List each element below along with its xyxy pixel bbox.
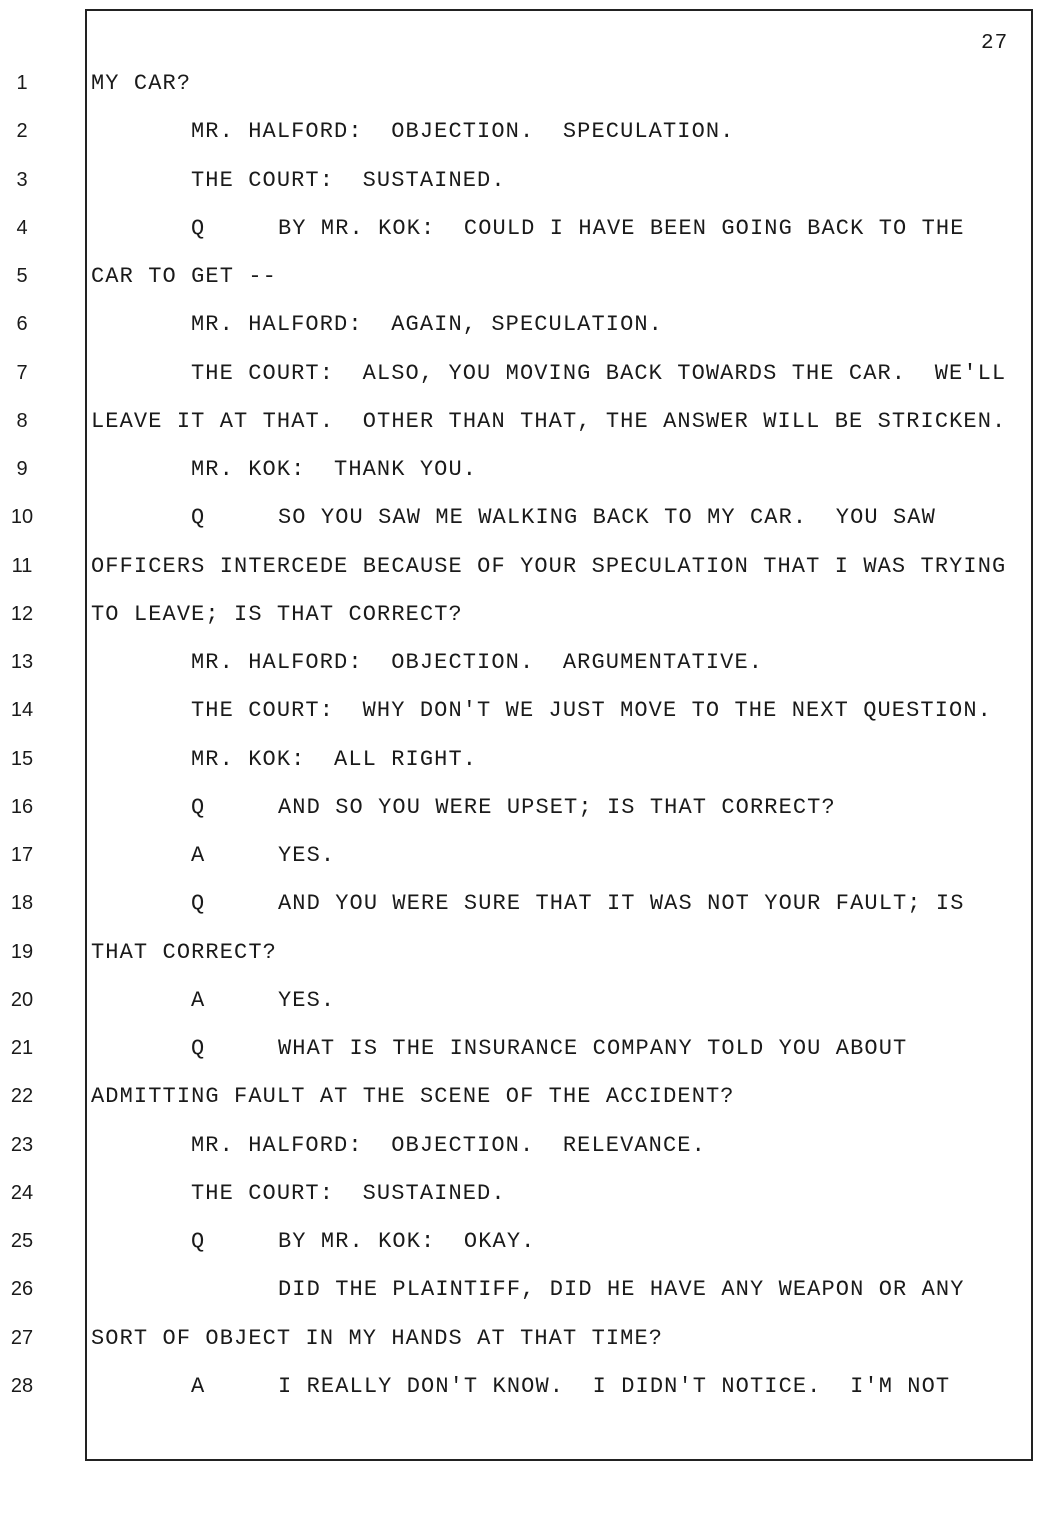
transcript-line: YES.: [278, 843, 336, 868]
line-number: 21: [10, 1037, 34, 1059]
line-number: 1: [16, 72, 28, 94]
transcript-line: ADMITTING FAULT AT THE SCENE OF THE ACCIDENT?: [91, 1084, 735, 1110]
line-number: 17: [10, 844, 34, 866]
transcript-line: AND YOU WERE SURE THAT IT WAS NOT YOUR FAULT; IS: [278, 891, 965, 917]
line-number: 16: [10, 795, 34, 818]
line-number: 11: [11, 554, 33, 577]
line-number: 15: [10, 747, 34, 770]
speaker-label: A: [191, 843, 206, 868]
transcript-line: MR. HALFORD: OBJECTION. ARGUMENTATIVE.: [191, 650, 764, 675]
transcript-line: THE COURT: ALSO, YOU MOVING BACK TOWARDS THE CAR. WE'LL: [191, 360, 1007, 386]
line-number: 2: [16, 120, 28, 143]
line-number: 14: [10, 699, 34, 722]
line-number: 13: [10, 651, 34, 673]
transcript-line: AND SO YOU WERE UPSET; IS THAT CORRECT?: [278, 794, 836, 820]
speaker-label: Q: [191, 891, 206, 917]
transcript-line: YES.: [278, 987, 336, 1013]
transcript-line: MY CAR?: [91, 71, 192, 96]
speaker-label: Q: [191, 1229, 206, 1254]
line-number: 22: [10, 1085, 34, 1108]
transcript-line: THE COURT: WHY DON'T WE JUST MOVE TO THE NEXT QUESTION.: [191, 698, 992, 724]
speaker-label: A: [191, 987, 206, 1013]
transcript-line: MR. HALFORD: AGAIN, SPECULATION.: [191, 312, 663, 338]
line-number: 10: [10, 506, 34, 529]
speaker-label: Q: [191, 1036, 206, 1061]
line-number: 3: [16, 168, 28, 191]
line-number: 19: [10, 940, 34, 963]
speaker-label: A: [191, 1373, 206, 1399]
transcript-line: SORT OF OBJECT IN MY HANDS AT THAT TIME?: [91, 1325, 664, 1351]
transcript-line: WHAT IS THE INSURANCE COMPANY TOLD YOU ABOUT: [278, 1036, 908, 1061]
transcript-line: OFFICERS INTERCEDE BECAUSE OF YOUR SPECULATION THAT I WAS TRYING: [91, 553, 1007, 579]
line-number: 28: [10, 1374, 34, 1397]
line-number: 25: [10, 1230, 34, 1252]
transcript-line: DID THE PLAINTIFF, DID HE HAVE ANY WEAPON OR ANY: [278, 1277, 965, 1303]
speaker-label: Q: [191, 794, 206, 820]
transcript-line: LEAVE IT AT THAT. OTHER THAN THAT, THE ANSWER WILL BE STRICKEN.: [91, 408, 1007, 434]
line-number: 5: [16, 265, 28, 287]
speaker-label: Q: [191, 215, 206, 241]
line-number: 6: [16, 313, 28, 336]
transcript-line: BY MR. KOK: COULD I HAVE BEEN GOING BACK TO THE: [278, 215, 965, 241]
line-number: 8: [16, 409, 28, 432]
speaker-label: Q: [191, 505, 206, 531]
line-number: 26: [10, 1278, 34, 1301]
transcript-line: MR. HALFORD: OBJECTION. SPECULATION.: [191, 119, 735, 145]
transcript-line: THE COURT: SUSTAINED.: [191, 1180, 506, 1206]
line-number: 12: [10, 602, 34, 625]
transcript-line: MR. KOK: ALL RIGHT.: [191, 746, 478, 772]
page-number: 27: [981, 32, 1009, 55]
transcript-line: THE COURT: SUSTAINED.: [191, 167, 506, 193]
line-number: 9: [16, 458, 28, 480]
line-number: 7: [16, 361, 28, 384]
line-number: 27: [10, 1326, 34, 1349]
line-number: 4: [16, 216, 28, 239]
line-number: 20: [10, 988, 34, 1011]
transcript-line: BY MR. KOK: OKAY.: [278, 1229, 536, 1254]
line-number: 23: [10, 1133, 34, 1156]
transcript-line: I REALLY DON'T KNOW. I DIDN'T NOTICE. I'M NOT: [278, 1373, 951, 1399]
transcript-line: MR. HALFORD: OBJECTION. RELEVANCE.: [191, 1132, 706, 1158]
transcript-line: TO LEAVE; IS THAT CORRECT?: [91, 601, 463, 627]
transcript-line: SO YOU SAW ME WALKING BACK TO MY CAR. YOU SAW: [278, 505, 936, 531]
line-number: 18: [10, 892, 34, 915]
line-number: 24: [10, 1181, 34, 1204]
transcript-line: MR. KOK: THANK YOU.: [191, 457, 478, 482]
transcript-line: THAT CORRECT?: [91, 939, 277, 965]
transcript-line: CAR TO GET --: [91, 264, 277, 289]
